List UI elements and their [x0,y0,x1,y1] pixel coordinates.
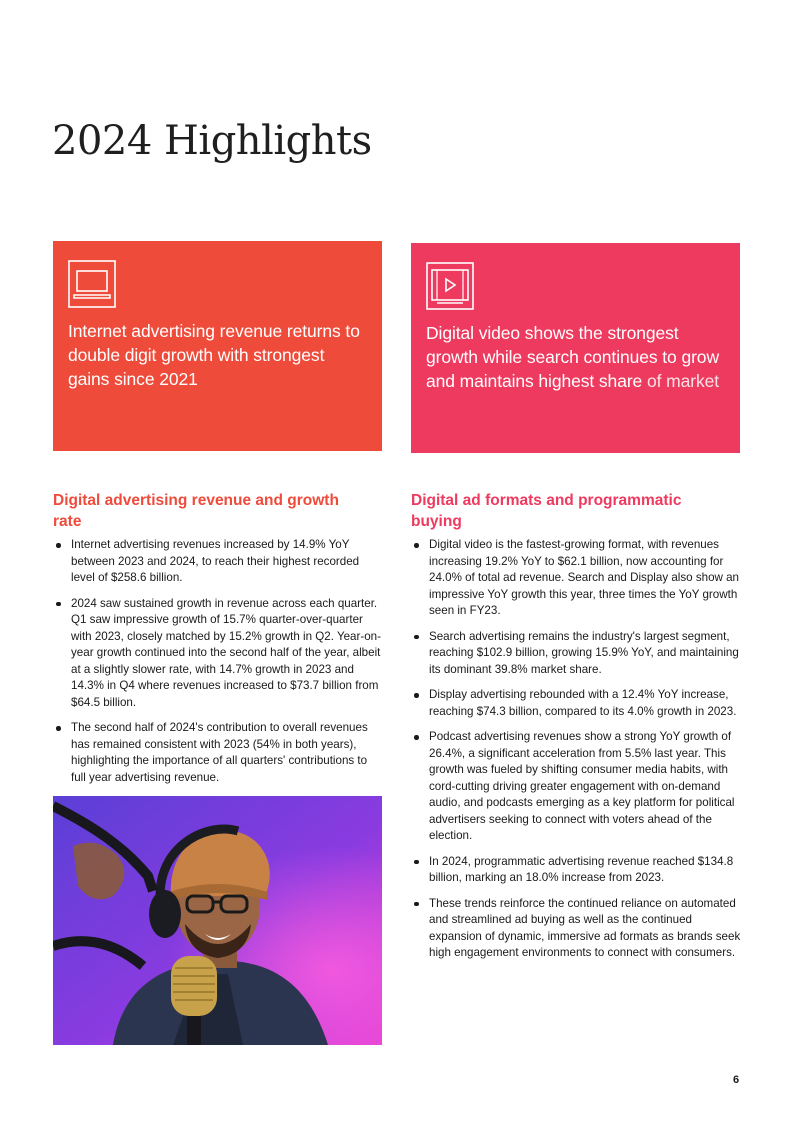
laptop-icon [68,260,116,308]
podcaster-photo [53,796,382,1045]
highlight-card-internet-revenue [53,241,382,451]
list-item: Search advertising remains the industry's largest segment, reaching $102.9 billion, growing 15.9% YoY, and maintaining its dominant 39.8% market share. [411,629,743,679]
podcaster-illustration [53,796,382,1045]
card-text-tail: of market [646,371,719,391]
card-text: Internet advertising revenue returns to double digit growth with strongest gains since 2021 [68,321,360,389]
list-item: Podcast advertising revenues show a strong YoY growth of 26.4%, a significant acceleration from 5.5% last year. This growth was fueled by shifting consumer media habits, with cord-cutting driving greater engagement with on-demand audio, and podcasts emerging as a key platform for political advertisers seeking to connect with voters ahead of the election. [411,729,743,845]
video-player-icon [426,262,474,310]
list-item: Digital video is the fastest-growing format, with revenues increasing 19.2% YoY to $62.1 billion, now accounting for 24.0% of total ad revenue. Search and Display also show an impressive YoY growth this year, three times the YoY growth seen in FY23. [411,537,743,620]
list-item: The second half of 2024's contribution to overall revenues has remained consistent with 2023 (54% in both years), highlighting the importance of all quarters' contributions to full year advertising revenue. [53,720,383,786]
list-item: 2024 saw sustained growth in revenue across each quarter. Q1 saw impressive growth of 15.7% quarter-over-quarter with 2023, closely matched by 15.2% growth in Q2. Year-on-year growth continued into the second half of the year, albeit at a slightly slower rate, with 14.7% growth in 2023 and 14.3% in Q4 where revenues increased to $73.7 billion from $64.5 billion. [53,596,383,712]
bullet-list-ad-formats [411,537,743,971]
highlight-card-digital-video [411,243,740,453]
list-item: Display advertising rebounded with a 12.4% YoY increase, reaching $74.3 billion, compared to its 4.0% growth in 2023. [411,687,743,720]
card-text-main: Digital video shows the strongest growth while search continues to grow and maintains highest share [426,323,719,391]
page-number: 6 [733,1074,740,1086]
bullet-list-revenue-growth [53,537,383,795]
page-title: 2024 Highlights [52,118,372,164]
card-text [426,321,724,393]
list-item: Internet advertising revenues increased by 14.9% YoY between 2023 and 2024, to reach their highest recorded level of $258.6 billion. [53,537,383,587]
list-item: These trends reinforce the continued reliance on automated and streamlined ad buying as well as the continued expansion of dynamic, immersive ad formats as brands seek high engagement environments to connect with consumers. [411,896,743,962]
section-heading-revenue-growth: Digital advertising revenue and growth rate [53,492,339,530]
section-heading-ad-formats: Digital ad formats and programmatic buying [411,492,682,530]
list-item: In 2024, programmatic advertising revenue reached $134.8 billion, marking an 18.0% increase from 2023. [411,854,743,887]
